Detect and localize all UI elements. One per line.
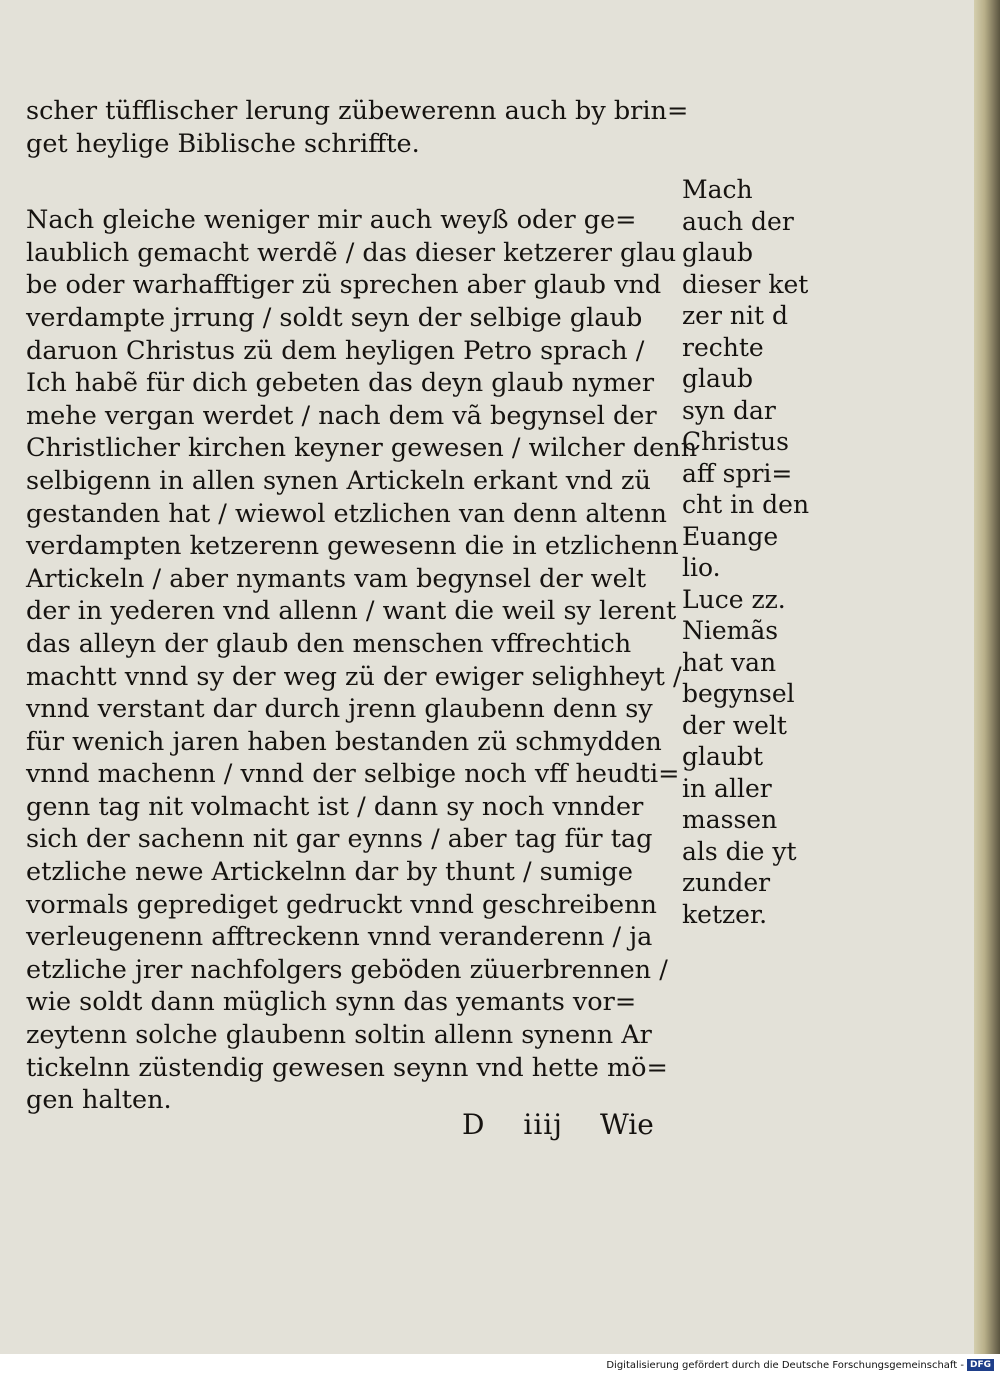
text-line: der in yederen vnd allenn / want die weil sy lerent [26,596,677,627]
signature-mark [462,1108,563,1141]
digitization-credit [606,1358,994,1372]
signature-numeral: iiij [523,1108,563,1141]
gloss-line: zunder [682,868,771,897]
text-line: tickelnn züstendig gewesen seynn vnd hette mö= [26,1052,668,1083]
text-line: Ich habẽ für dich gebeten das deyn glaub nymer [26,368,655,399]
text-line: scher tüfflischer lerung zübewerenn auch by brin= [26,96,689,126]
text-line: Nach gleiche weniger mir auch weyß oder ge= [26,205,637,236]
text-line: vnnd machenn / vnnd der selbige noch vff heudti= [26,759,680,790]
text-line: etzliche newe Artickelnn dar by thunt / sumige [26,857,633,888]
gloss-line: glaub [682,364,754,393]
text-line: Christlicher kirchen keyner gewesen / wilcher denn [26,433,698,464]
text-line: verdampten ketzerenn gewesenn die in etzlichenn [26,531,679,562]
gloss-line: als die yt [682,836,797,866]
text-line: das alleyn der glaub den menschen vffrechtich [26,628,632,659]
text-line: daruon Christus zü dem heyligen Petro sprach / [26,335,645,366]
text-line: verleugenenn afftreckenn vnnd veranderenn / ja [26,922,653,953]
page-edge [974,0,1000,1354]
gloss-line: glaubt [682,742,764,771]
text-line: be oder warhafftiger zü sprechen aber glaub vnd [26,270,662,301]
paragraph-gap [26,160,686,204]
gloss-line: auch der [682,206,794,236]
gloss-line: Luce zz. [682,584,786,614]
text-line: vormals geprediget gedruckt vnnd geschreibenn [26,889,657,920]
text-line: Artickeln / aber nymants vam begynsel der welt [26,563,647,594]
text-line: für wenich jaren haben bestanden zü schmydden [26,726,662,757]
gloss-line: hat van [682,647,777,677]
gloss-line: aff spri= [682,458,793,488]
text-line: gestanden hat / wiewol etzlichen van denn altenn [26,498,667,529]
gloss-line: in aller [682,773,772,803]
gloss-line: ketzer. [682,899,768,929]
credit-text: Digitalisierung gefördert durch die Deutsche Forschungsgemeinschaft - [606,1359,964,1371]
gloss-line: dieser ket [682,269,809,299]
gloss-line: zer nit d [682,301,788,330]
dfg-logo: DFG [967,1359,994,1371]
text-line: wie soldt dann müglich synn das yemants vor= [26,987,637,1018]
text-line: machtt vnnd sy der weg zü der ewiger selighheyt / [26,661,682,692]
text-line: genn tag nit volmacht ist / dann sy noch vnnder [26,791,644,822]
text-line: verdampte jrrung / soldt seyn der selbige glaub [26,302,643,333]
gloss-line: massen [682,805,778,834]
text-line: gen halten. [26,1085,172,1116]
gloss-line: lio. [682,553,721,582]
main-text-block [26,95,698,1117]
gloss-line: Christus [682,427,789,456]
gloss-line: glaub [682,238,754,267]
gloss-line: Euange [682,521,779,551]
gloss-line: begynsel [682,679,795,708]
catchword: Wie [600,1108,654,1141]
text-line: laublich gemacht werdẽ / das dieser ketzerer glau [26,237,677,268]
gloss-line: syn dar [682,395,776,425]
text-line: selbigenn in allen synen Artickeln erkant vnd zü [26,465,651,496]
signature-letter: D [462,1108,486,1141]
gloss-line: Mach [682,175,753,204]
marginal-gloss [682,174,822,930]
text-line: get heylige Biblische schriffte. [26,128,420,159]
gloss-line: Niemãs [682,616,779,645]
text-line: vnnd verstant dar durch jrenn glaubenn denn sy [26,694,653,725]
gloss-line: der welt [682,710,787,740]
text-line: zeytenn solche glaubenn soltin allenn synenn Ar [26,1020,652,1051]
text-line: etzliche jrer nachfolgers geböden züuerbrennen / [26,954,668,985]
gloss-line: rechte [682,332,764,362]
text-line: sich der sachenn nit gar eynns / aber tag für tag [26,824,653,855]
gloss-line: cht in den [682,490,810,519]
text-line: mehe vergan werdet / nach dem vã begynsel der [26,400,657,431]
